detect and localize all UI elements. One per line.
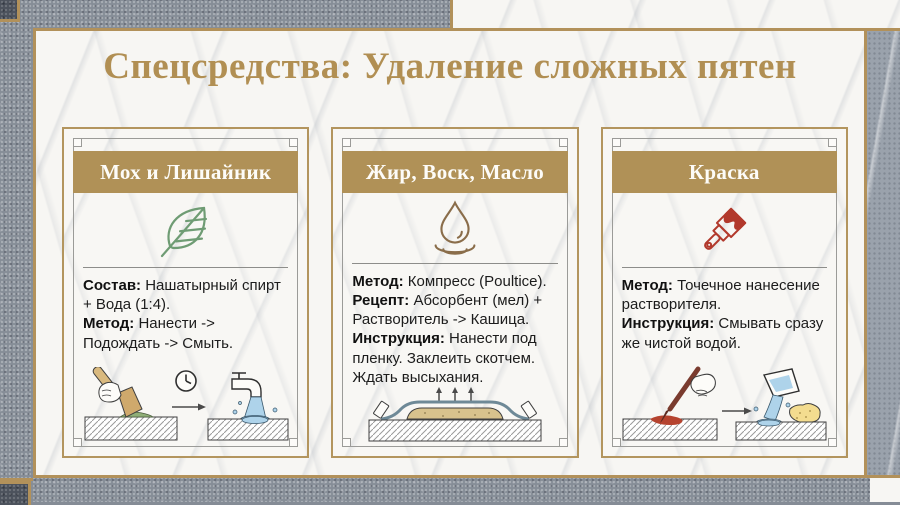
- corner-mark-icon: [289, 138, 298, 147]
- card-header: Мох и Лишайник: [73, 151, 298, 193]
- main-panel: [33, 28, 867, 478]
- corner-mark-icon: [559, 138, 568, 147]
- line-label: Метод:: [352, 272, 404, 290]
- card-text: [622, 276, 827, 353]
- page-title: Спецсредства: Удаление сложных пятен: [103, 46, 797, 87]
- card-text: [352, 272, 557, 387]
- line-text: Нанести под пленку. Заклеить скотчем. Ждать высыхания.: [352, 330, 537, 386]
- line-label: Инструкция:: [621, 315, 715, 333]
- card-text: [83, 276, 288, 353]
- card-moss-lichen: [62, 127, 309, 458]
- line-text: Нанести -> Подождать -> Смыть.: [83, 315, 234, 352]
- line-text: Компресс (Poultice).: [403, 272, 547, 290]
- line-label: Метод:: [621, 277, 673, 294]
- card-fat-wax-oil: [331, 127, 578, 458]
- slate-tile-bottom-left: [0, 481, 31, 505]
- line-label: Метод:: [83, 315, 135, 333]
- card-header: Краска: [612, 151, 837, 193]
- divider: [622, 267, 827, 268]
- marble-tile-bottom-right: [870, 478, 900, 502]
- line-label: Состав:: [83, 277, 142, 294]
- stone-tile-right: [867, 28, 900, 478]
- line-label: Инструкция:: [352, 330, 445, 348]
- card-paint: [601, 127, 848, 458]
- brush-apply-wait-rinse-illustration: [70, 367, 301, 443]
- spot-solvent-rinse-illustration: [609, 365, 840, 443]
- gold-grout-line: [0, 478, 33, 481]
- poultice-compress-illustration: [339, 387, 570, 443]
- line-text: Точечное нанесение растворителя.: [621, 277, 820, 314]
- line-text: Смывать сразу же чистой водой.: [621, 315, 824, 352]
- slate-tile-top-left: [0, 0, 20, 22]
- line-text: Нашатырный спирт + Вода (1:4).: [83, 277, 281, 314]
- paintbrush-icon: [603, 193, 846, 267]
- corner-mark-icon: [342, 138, 351, 147]
- corner-mark-icon: [73, 138, 82, 147]
- divider: [83, 267, 288, 268]
- divider: [352, 263, 557, 264]
- marble-tile-top-right: [450, 0, 900, 28]
- leaf-icon: [64, 193, 307, 267]
- card-header: Жир, Воск, Масло: [342, 151, 567, 193]
- water-drop-icon: [333, 193, 576, 263]
- corner-mark-icon: [612, 138, 621, 147]
- cards-row: [62, 127, 848, 458]
- corner-mark-icon: [828, 138, 837, 147]
- line-label: Рецепт:: [352, 292, 410, 310]
- line-text: Абсорбент (мел) + Растворитель -> Кашица.: [352, 292, 543, 329]
